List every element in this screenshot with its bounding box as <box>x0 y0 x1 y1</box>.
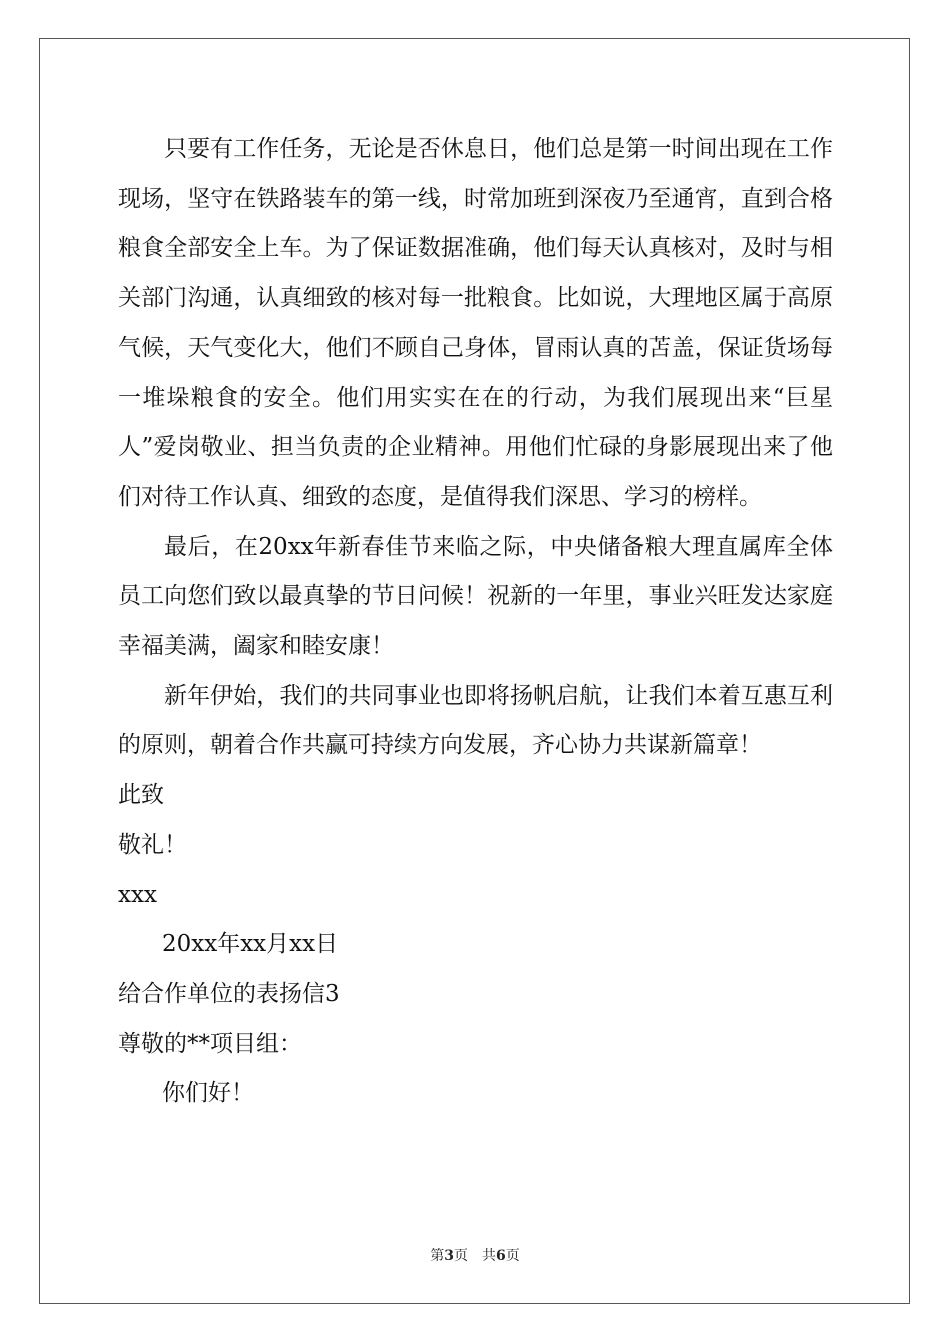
signature: xxx <box>118 881 157 908</box>
paragraph-cooperation: 新年伊始，我们的共同事业也即将扬帆启航，让我们本着互惠互利的原则，朝着合作共赢可持续方向发展，齐心协力共谋新篇章！ <box>118 682 833 759</box>
section-title: 给合作单位的表扬信3 <box>118 980 340 1007</box>
closing-line-2: 敬礼！ <box>118 831 187 858</box>
closing-line-1: 此致 <box>118 782 164 809</box>
letter-date: 20xx年xx月xx日 <box>162 931 339 958</box>
salutation: 尊敬的**项目组： <box>118 1030 302 1057</box>
total-suffix: 页 <box>505 1248 520 1264</box>
paragraph-praise: 只要有工作任务，无论是否休息日，他们总是第一时间出现在工作现场，坚守在铁路装车的第一线，时常加班到深夜乃至通宵，直到合格粮食全部安全上车。为了保证数据准确，他们每天认真核对，及时与相关部门沟通，认真细致的核对每一批粮食。比如说，大理地区属于高原气候，天气变化大，他们不顾自己身体，冒雨认真的苫盖，保证货场每一堆垛粮食的安全。他们用实实在在的行动，为我们展现出来“巨星人”爱岗敬业、担当负责的企业精神。用他们忙碌的身影展现出来了他们对待工作认真、细致的态度，是值得我们深思、学习的榜样。 <box>118 136 833 510</box>
greeting: 你们好！ <box>162 1080 254 1107</box>
page-prefix: 第 <box>430 1248 445 1264</box>
total-prefix: 共 <box>482 1248 496 1264</box>
paragraph-new-year-greeting: 最后，在20xx年新春佳节来临之际，中央储备粮大理直属库全体员工向您们致以最真挚的节日问候！祝新的一年里，事业兴旺发达家庭幸福美满，阖家和睦安康！ <box>118 533 833 660</box>
page-total: 6 <box>496 1248 506 1264</box>
document-body <box>118 125 833 1119</box>
page-suffix: 页 <box>454 1248 468 1264</box>
page-current: 3 <box>444 1248 454 1264</box>
page-footer <box>0 1247 950 1265</box>
